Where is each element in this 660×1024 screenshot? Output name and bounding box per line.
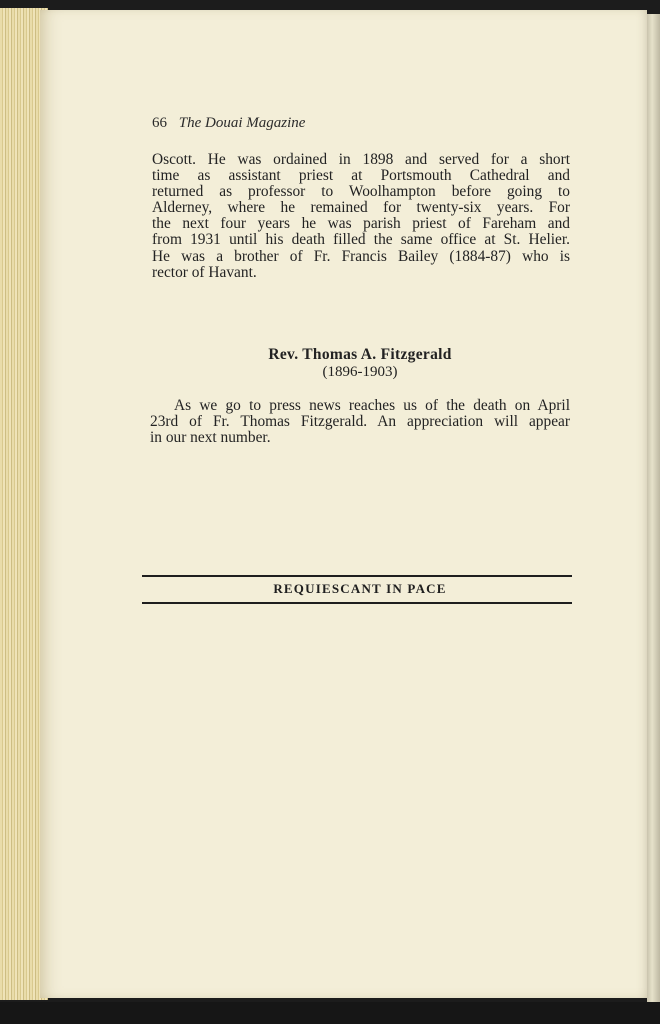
text-line: Alderney, where he remained for twenty-six years. For [152,199,570,217]
paragraph-bailey [152,152,570,281]
text-line: rector of Havant. [152,263,257,281]
text-line: 23rd of Fr. Thomas Fitzgerald. An appreciation will appear [150,413,570,431]
text-line: time as assistant priest at Portsmouth Cathedral and [152,167,570,185]
text-line: He was a brother of Fr. Francis Bailey (1884-87) who is [152,247,570,265]
scan-border [0,1002,660,1024]
obituary-heading [150,346,570,381]
text-line: returned as professor to Woolhampton before going to [152,183,570,201]
binding-edge [647,14,660,1004]
text-line: in our next number. [150,429,271,447]
bottom-rule [142,602,572,604]
obituary-years: (1896-1903) [322,364,398,380]
journal-title: The Douai Magazine [178,115,306,131]
top-rule [142,575,572,577]
text-line: Oscott. He was ordained in 1898 and served for a short [152,151,570,168]
text-line: the next four years he was parish priest of Fareham and [152,215,570,233]
section-heading: REQUIESCANT IN PACE [273,581,447,596]
text-line: As we go to press news reaches us of the death on April [174,397,570,414]
running-head [152,115,305,132]
paragraph-fitzgerald [150,398,570,446]
page-number: 66 [152,115,167,131]
obituary-name: Rev. Thomas A. Fitzgerald [268,346,452,363]
text-line: from 1931 until his death filled the same office at St. Helier. [152,231,570,249]
